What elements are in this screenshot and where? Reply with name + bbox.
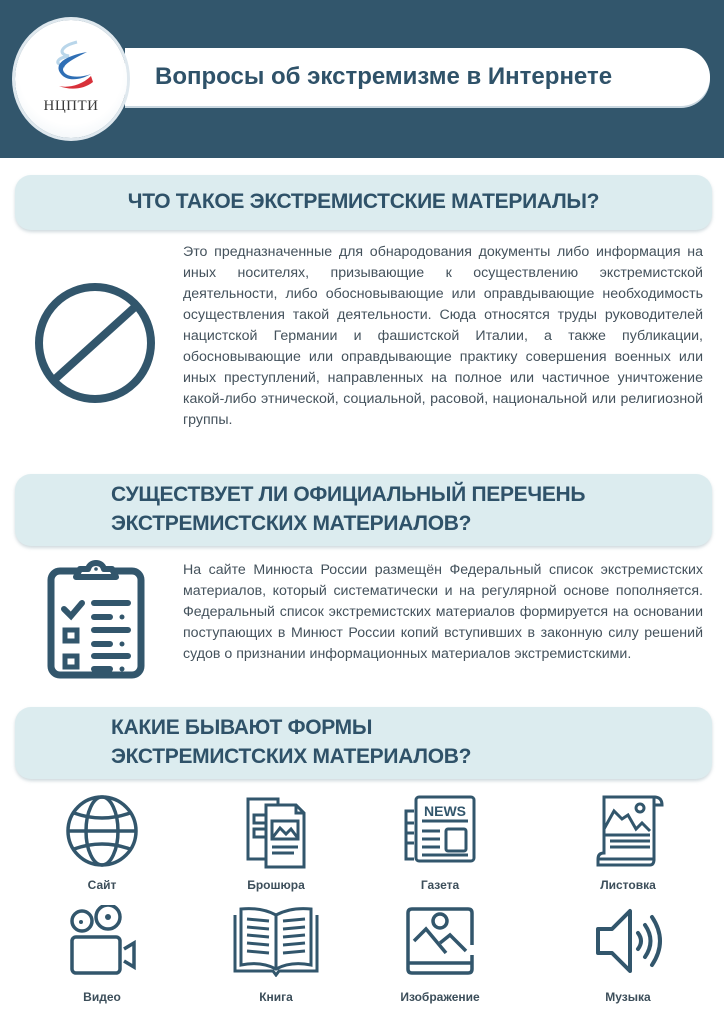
form-item-newspaper bbox=[375, 793, 505, 892]
form-item-image bbox=[375, 905, 505, 1004]
prohibited-icon bbox=[32, 280, 158, 406]
section-forms bbox=[15, 707, 712, 779]
logo-swirl-icon bbox=[47, 38, 97, 98]
newspaper-icon bbox=[400, 793, 480, 869]
section-1-text: Это предназначенные для обнародования документы либо информация на иных носителях, призывающие к осуществлению экстремистской деятельности, либо обосновывающие или оправдывающие необходимость осуществления такой деятельности. Сюда относятся труды руководителей нацистской Германии и фашистской Италии, а также публикации, обосновывающие или оправдывающие практику совершения военных или иных преступлений, направленных на полное или частичное уничтожение какой-либо этнической, социальной, расовой, национальной или религиозной группы. bbox=[183, 244, 703, 428]
image-icon bbox=[400, 905, 480, 977]
form-item-site bbox=[37, 793, 167, 892]
section-official-list bbox=[15, 474, 712, 546]
form-label: Книга bbox=[259, 990, 293, 1004]
form-label: Газета bbox=[420, 878, 460, 892]
logo bbox=[15, 20, 127, 138]
form-label: Брошюра bbox=[247, 878, 305, 892]
form-item-music bbox=[563, 905, 693, 1004]
page-title: Вопросы об экстремизме в Интернете bbox=[155, 63, 613, 90]
speaker-icon bbox=[590, 905, 666, 977]
book-icon bbox=[231, 905, 321, 977]
video-camera-icon bbox=[64, 905, 140, 977]
clipboard-checklist-icon bbox=[46, 557, 146, 679]
section-title-line-1: СУЩЕСТВУЕТ ЛИ ОФИЦИАЛЬНЫЙ ПЕРЕЧЕНЬ bbox=[111, 483, 586, 506]
title-pill bbox=[125, 48, 710, 106]
brochure-icon bbox=[238, 793, 314, 869]
form-item-book bbox=[211, 905, 341, 1004]
section-title-line-2: ЭКСТРЕМИСТСКИХ МАТЕРИАЛОВ? bbox=[111, 512, 472, 535]
section-title: ЧТО ТАКОЕ ЭКСТРЕМИСТСКИЕ МАТЕРИАЛЫ? bbox=[127, 190, 600, 213]
form-label: Изображение bbox=[400, 990, 480, 1004]
form-item-brochure bbox=[211, 793, 341, 892]
logo-text: НЦПТИ bbox=[43, 98, 99, 114]
section-title-line-2: ЭКСТРЕМИСТСКИХ МАТЕРИАЛОВ? bbox=[111, 745, 472, 768]
form-label: Музыка bbox=[605, 990, 651, 1004]
globe-icon bbox=[64, 793, 140, 869]
form-label: Видео bbox=[83, 990, 121, 1004]
svg-text:NEWS: NEWS bbox=[424, 803, 466, 819]
header-banner bbox=[0, 0, 724, 158]
form-label: Сайт bbox=[87, 878, 117, 892]
form-item-video bbox=[37, 905, 167, 1004]
section-title-line-1: КАКИЕ БЫВАЮТ ФОРМЫ bbox=[111, 716, 373, 739]
leaflet-icon bbox=[590, 793, 666, 869]
form-item-leaflet bbox=[563, 793, 693, 892]
form-label: Листовка bbox=[600, 878, 656, 892]
section-what-are-materials bbox=[15, 175, 712, 230]
section-2-text: На сайте Минюста России размещён Федеральный список экстремистских материалов, который систематически и на регулярной основе пополняется. Федеральный список экстремистских материалов формируется на основании поступающих в Минюст России копий вступивших в законную силу решений судов о признании информационных материалов экстремистскими. bbox=[183, 562, 703, 662]
